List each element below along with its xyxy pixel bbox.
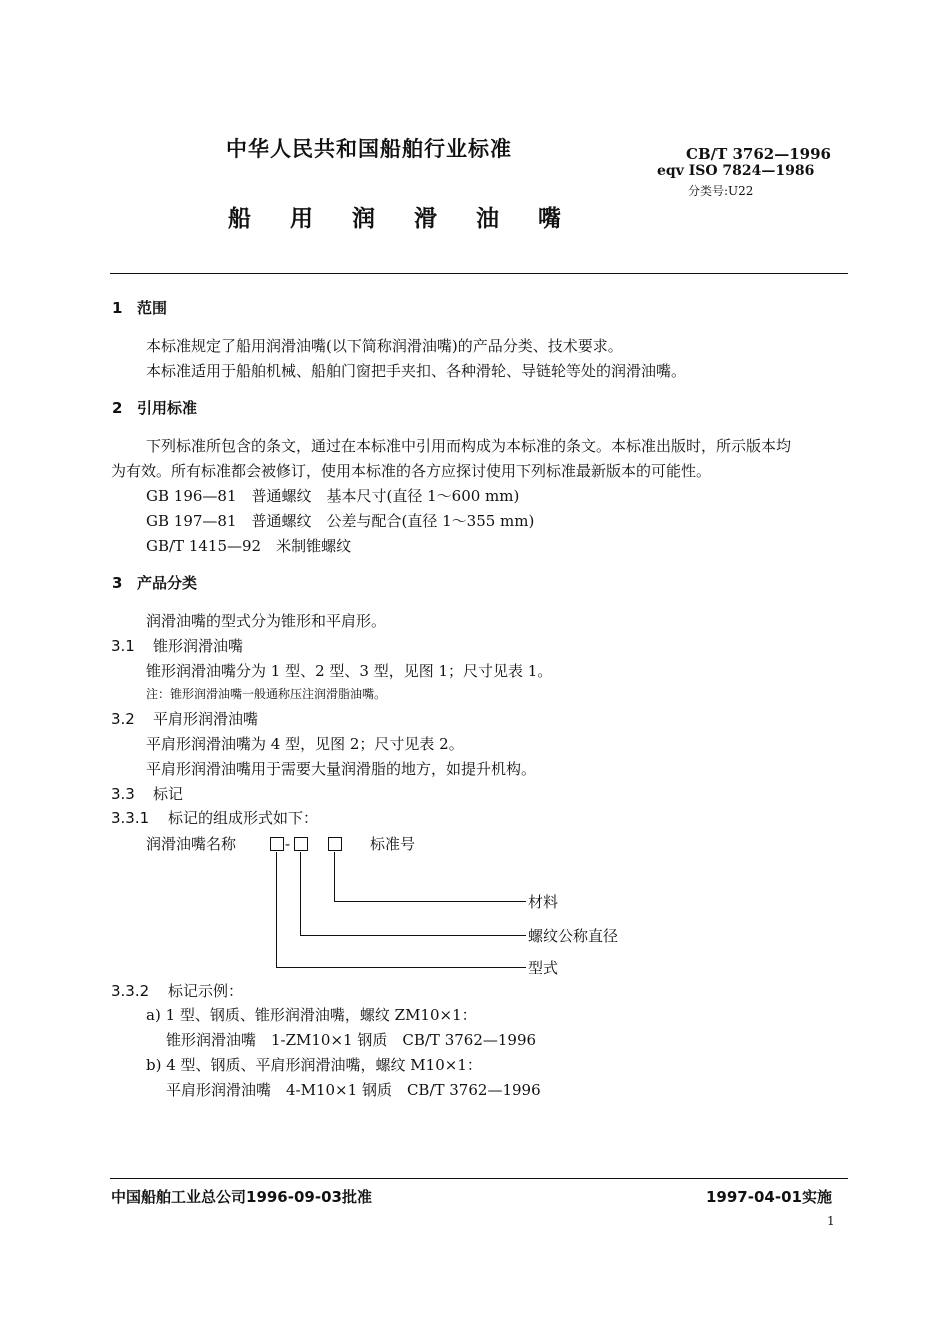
example-b-description: b) 4 型、钢质、平肩形润滑油嘴，螺纹 M10×1： — [146, 1056, 482, 1074]
subsection-3-1-note: 注：锥形润滑油嘴一般通称压注润滑脂油嘴。 — [146, 687, 387, 701]
section-1-number: 1 — [112, 299, 123, 317]
material-leader-horizontal — [334, 901, 526, 902]
example-b-marking: 平肩形润滑油嘴 4-M10×1 钢质 CB/T 3762—1996 — [166, 1081, 541, 1099]
section-2-paragraph: 为有效。所有标准都会被修订，使用本标准的各方应探讨使用下列标准最新版本的可能性。 — [111, 462, 712, 480]
approval-statement: 中国船舶工业总公司1996-09-03批准 — [111, 1188, 372, 1206]
material-label: 材料 — [528, 893, 559, 911]
title-char: 油 — [476, 206, 499, 232]
subsection-3-1-title: 锥形润滑油嘴 — [153, 637, 244, 655]
section-3-heading: 产品分类 — [137, 574, 198, 592]
subsection-3-2-paragraph: 平肩形润滑油嘴为 4 型，见图 2；尺寸见表 2。 — [146, 735, 464, 753]
subsection-3-3-number: 3.3 — [111, 785, 135, 803]
subsection-3-3-1-title: 标记的组成形式如下： — [168, 809, 319, 827]
subsection-3-1-number: 3.1 — [111, 637, 135, 655]
title-char: 润 — [352, 206, 375, 232]
subsection-3-3-2-title: 标记示例： — [168, 982, 244, 1000]
title-char: 嘴 — [538, 206, 561, 232]
page-number: 1 — [827, 1214, 835, 1228]
section-3-number: 3 — [112, 574, 123, 592]
example-a-description: a) 1 型、钢质、锥形润滑油嘴，螺纹 ZM10×1： — [146, 1006, 477, 1024]
subsection-3-1-paragraph: 锥形润滑油嘴分为 1 型、2 型、3 型，见图 1；尺寸见表 1。 — [146, 662, 553, 680]
thread-leader-horizontal — [300, 935, 526, 936]
thread-leader-vertical — [300, 852, 301, 936]
subsection-3-3-1-number: 3.3.1 — [111, 809, 150, 827]
marking-material-box — [328, 837, 342, 851]
marking-thread-box — [294, 837, 308, 851]
section-2-heading: 引用标准 — [137, 399, 198, 417]
subsection-3-3-2-number: 3.3.2 — [111, 982, 150, 1000]
header-rule — [110, 273, 848, 274]
section-3-paragraph: 润滑油嘴的型式分为锥形和平肩形。 — [146, 612, 387, 630]
title-char: 用 — [290, 206, 313, 232]
reference-standard: GB 196—81 普通螺纹 基本尺寸(直径 1～600 mm) — [146, 487, 520, 505]
classification-number: 分类号:U22 — [688, 184, 754, 198]
material-leader-vertical — [334, 852, 335, 902]
standard-category-title: 中华人民共和国船舶行业标准 — [226, 137, 512, 161]
type-leader-horizontal — [276, 967, 526, 968]
footer-rule — [110, 1178, 848, 1179]
type-leader-vertical — [276, 852, 277, 968]
section-1-paragraph: 本标准适用于船舶机械、船舶门窗把手夹扣、各种滑轮、导链轮等处的润滑油嘴。 — [146, 362, 687, 380]
equivalent-code: eqv ISO 7824—1986 — [657, 163, 815, 179]
thread-diameter-label: 螺纹公称直径 — [528, 927, 619, 945]
reference-standard: GB 197—81 普通螺纹 公差与配合(直径 1～355 mm) — [146, 512, 535, 530]
section-2-paragraph: 下列标准所包含的条文，通过在本标准中引用而构成为本标准的条文。本标准出版时，所示版本均 — [146, 437, 792, 455]
marking-type-box — [270, 837, 284, 851]
marking-standard-label: 标准号 — [370, 835, 416, 853]
section-1-paragraph: 本标准规定了船用润滑油嘴(以下简称润滑油嘴)的产品分类、技术要求。 — [146, 337, 623, 355]
marking-dash: - — [285, 835, 291, 853]
effective-date: 1997-04-01实施 — [706, 1188, 832, 1206]
document-title — [228, 200, 600, 233]
type-label: 型式 — [528, 959, 559, 977]
standard-code: CB/T 3762—1996 — [686, 145, 831, 163]
subsection-3-3-title: 标记 — [153, 785, 184, 803]
subsection-3-2-paragraph: 平肩形润滑油嘴用于需要大量润滑脂的地方，如提升机构。 — [146, 760, 537, 778]
reference-standard: GB/T 1415—92 米制锥螺纹 — [146, 537, 352, 555]
section-2-number: 2 — [112, 399, 123, 417]
title-char: 滑 — [414, 206, 437, 232]
subsection-3-2-title: 平肩形润滑油嘴 — [153, 710, 259, 728]
subsection-3-2-number: 3.2 — [111, 710, 135, 728]
marking-name-label: 润滑油嘴名称 — [146, 835, 237, 853]
section-1-heading: 范围 — [137, 299, 168, 317]
example-a-marking: 锥形润滑油嘴 1-ZM10×1 钢质 CB/T 3762—1996 — [166, 1031, 537, 1049]
title-char: 船 — [228, 206, 251, 232]
